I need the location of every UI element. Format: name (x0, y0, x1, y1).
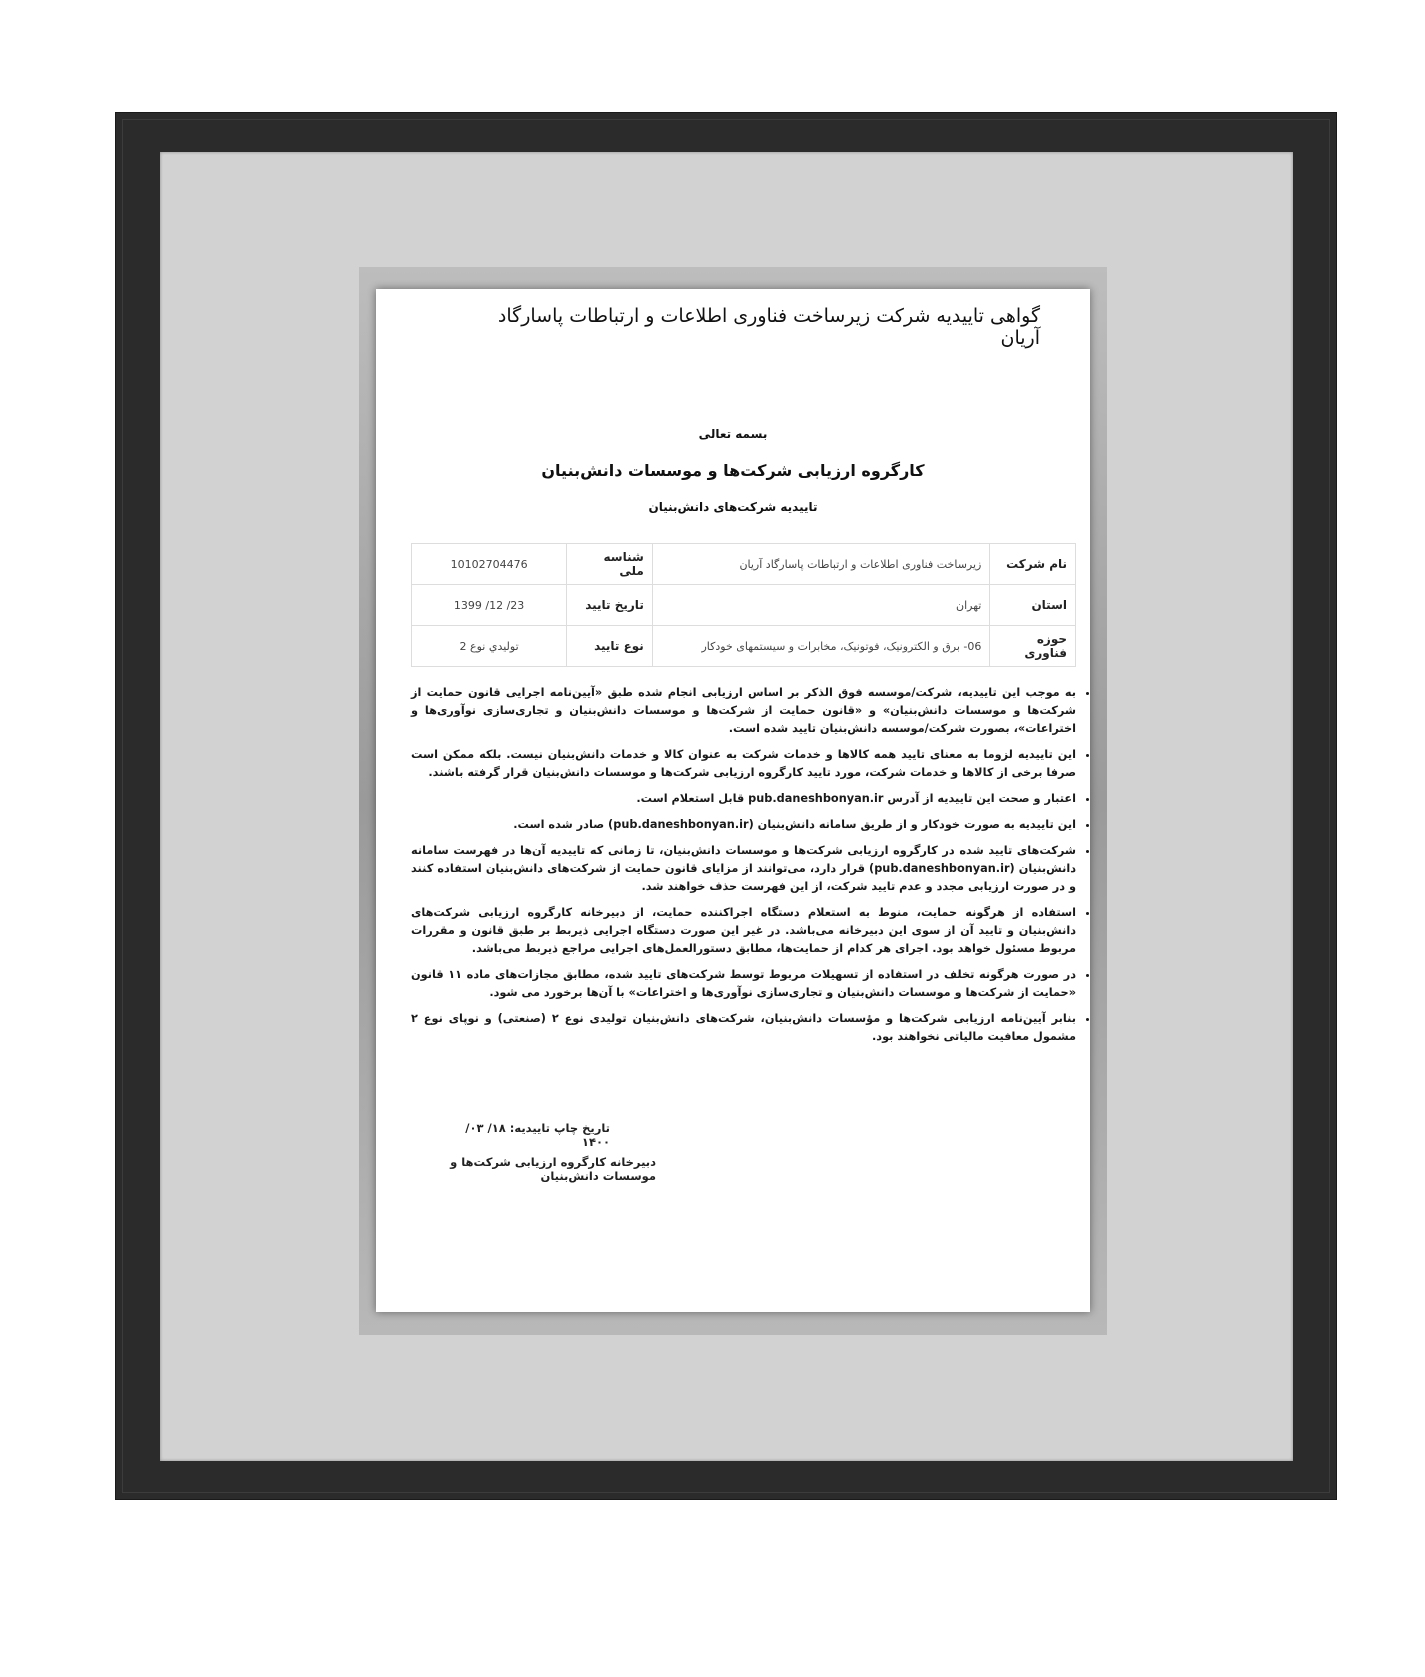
national-id-label: شناسه ملی (567, 544, 653, 585)
list-item: • در صورت هرگونه تخلف در استفاده از تسهیلات مربوط توسط شرکت‌های تایید شده، مطابق مجازات‌های ماده ۱۱ قانون «حمایت از شرکت‌ها و موسسات دانش‌بنیان و تجاری‌سازی نوآوری‌ها و اختراعات» با آن‌ها برخورد می شود. (411, 966, 1076, 1002)
certificate-subtitle: تاییدیه شرکت‌های دانش‌بنیان (648, 500, 818, 514)
list-item: • بنابر آیین‌نامه ارزیابی شرکت‌ها و مؤسسات دانش‌بنیان، شرکت‌های دانش‌بنیان تولیدی نوع ۲ (صنعتی) و نوپای نوع ۲ مشمول معافیت مالیاتی نخواهند بود. (411, 1010, 1076, 1046)
list-item: • به موجب این تاییدیه، شرکت/موسسه فوق الذکر بر اساس ارزیابی انجام شده طبق «آیین‌نامه اجرایی قانون حمایت از شرکت‌ها و موسسات دانش‌بنیان» و «قانون حمایت از شرکت‌ها و موسسات دانش‌بنیان و تجاری‌سازی نوآوری‌ها و اختراعات»، بصورت شرکت/موسسه دانش‌بنیان تایید شده است. (411, 684, 1076, 738)
list-item: • این تاییدیه لزوما به معنای تایید همه کالاها و خدمات شرکت به عنوان کالا و خدمات دانش‌بنیان نیست. بلکه ممکن است صرفا برخی از کالاها و خدمات شرکت، مورد تایید کارگروه ارزیابی شرکت‌ها و موسسات دانش‌بنیان قرار گرفته باشند. (411, 746, 1076, 782)
approval-date-value: 23/ 12/ 1399 (412, 585, 567, 626)
national-id-value: 10102704476 (412, 544, 567, 585)
approval-date-label: تاریخ تایید (567, 585, 653, 626)
bismillah: بسمه تعالی (698, 427, 768, 441)
secretariat-signature: دبیرخانه کارگروه ارزیابی شرکت‌ها و موسسات دانش‌بنیان (450, 1155, 656, 1183)
table-row (412, 626, 1076, 667)
province-value: تهران (652, 585, 990, 626)
list-item: • شرکت‌های تایید شده در کارگروه ارزیابی شرکت‌ها و موسسات دانش‌بنیان، تا زمانی که تاییدیه آن‌ها در فهرست سامانه دانش‌بنیان (pub.daneshbonyan.ir) قرار دارد، می‌توانند از مزایای قانون حمایت از شرکت‌های دانش‌بنیان استفاده کنند و در صورت ارزیابی مجدد و عدم تایید شرکت، از این فهرست حذف خواهند شد. (411, 842, 1076, 896)
province-label: استان (990, 585, 1076, 626)
table-row (412, 585, 1076, 626)
organization-title: کارگروه ارزیابی شرکت‌ها و موسسات دانش‌بنیان (541, 461, 925, 480)
table-row (412, 544, 1076, 585)
tech-field-value: 06- برق و الکترونیک، فوتونیک، مخابرات و سیستمهای خودکار (652, 626, 990, 667)
company-name-value: زیرساخت فناوری اطلاعات و ارتباطات پاسارگاد آریان (652, 544, 990, 585)
tech-field-label: حوزه فناوری (990, 626, 1076, 667)
list-item: • استفاده از هرگونه حمایت، منوط به استعلام دستگاه اجراکننده حمایت، از دبیرخانه کارگروه ارزیابی شرکت‌های دانش‌بنیان و تایید آن از سوی این دبیرخانه می‌باشد. در غیر این صورت دستگاه اجرایی ذیربط بر طبق قانون و مقررات مربوط مسئول خواهد بود. اجرای هر کدام از حمایت‌ها، مطابق دستورالعمل‌های اجرایی مراجع ذیربط می‌باشد. (411, 904, 1076, 958)
list-item: • این تاییدیه به صورت خودکار و از طریق سامانه دانش‌بنیان (pub.daneshbonyan.ir) صادر شده است. (411, 816, 1076, 834)
print-date: تاریخ چاپ تاییدیه: ۱۸/ ۰۳/ ۱۴۰۰ (465, 1121, 610, 1149)
company-info-table (411, 543, 1076, 667)
approval-type-value: توليدي نوع 2 (412, 626, 567, 667)
approval-type-label: نوع تایید (567, 626, 653, 667)
certificate-heading: گواهی تاییدیه شرکت زیرساخت فناوری اطلاعات و ارتباطات پاسارگاد آریان (497, 305, 1040, 349)
terms-list (411, 684, 1090, 1054)
company-name-label: نام شرکت (990, 544, 1076, 585)
list-item: • اعتبار و صحت این تاییدیه از آدرس pub.daneshbonyan.ir قابل استعلام است. (411, 790, 1076, 808)
